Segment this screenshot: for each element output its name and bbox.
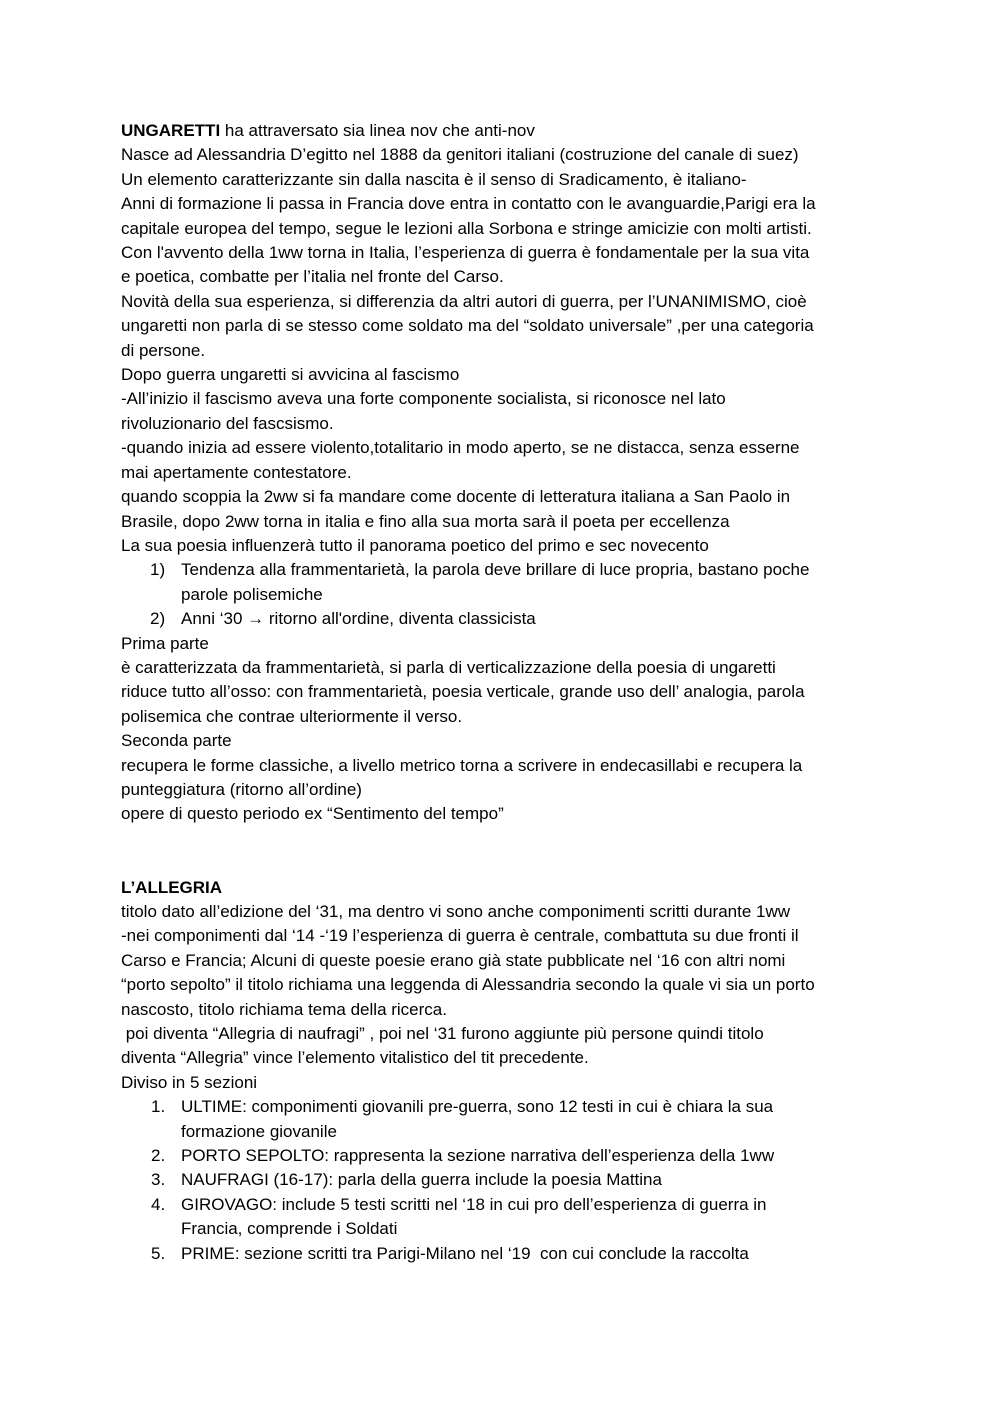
paragraph-line: polisemica che contrae ulteriormente il verso. [121,706,463,726]
paragraph-line: capitale europea del tempo, segue le lezioni alla Sorbona e stringe amicizie con molti artisti. [121,218,812,238]
list-item [121,1193,901,1242]
numbered-list-poetics [121,558,901,631]
paragraph-line: -quando inizia ad essere violento,totalitario in modo aperto, se ne distacca, senza esserne [121,438,800,458]
list-item-text: PRIME: sezione scritti tra Parigi-Milano nel ‘19 con cui conclude la raccolta [181,1243,749,1263]
paragraph-line: Brasile, dopo 2ww torna in italia e fino alla sua morta sarà il poeta per eccellenza [121,511,730,531]
list-item-number: 1. [151,1097,166,1117]
list-item-number: 4. [151,1194,166,1214]
paragraph-line: Novità della sua esperienza, si differenzia da altri autori di guerra, per l’UNANIMISMO, cioè [121,291,807,311]
list-item-number: 3. [151,1170,166,1190]
list-item-number: 1) [150,560,166,580]
section-heading-ungaretti: UNGARETTI [121,121,221,140]
list-item-text: formazione giovanile [181,1121,337,1141]
list-item-text: Anni ‘30 → ritorno all'ordine, diventa classicista [181,609,536,629]
paragraph-line: Seconda parte [121,731,232,751]
list-item-number: 2) [150,609,166,629]
intro-text: ha attraversato sia linea nov che anti-nov [220,121,535,140]
paragraph-line: La sua poesia influenzerà tutto il panorama poetico del primo e sec novecento [121,535,709,555]
list-item-text: Tendenza alla frammentarietà, la parola deve brillare di luce propria, bastano poche [181,560,810,580]
paragraph-line: Nasce ad Alessandria D’egitto nel 1888 da genitori italiani (costruzione del canale di suez) [121,145,799,165]
section-heading-allegria: L’ALLEGRIA [121,877,223,897]
list-item-text: Francia, comprende i Soldati [181,1219,398,1239]
paragraph-line: recupera le forme classiche, a livello metrico torna a scrivere in endecasillabi e recupera la [121,755,803,775]
list-item [121,607,901,631]
paragraph-line: Con l'avvento della 1ww torna in Italia, l’esperienza di guerra è fondamentale per la sua vita [121,243,810,263]
list-item [121,1095,901,1144]
paragraph-line: e poetica, combatte per l’italia nel fronte del Carso. [121,267,504,287]
document-page [121,119,901,1266]
paragraph-line: poi diventa “Allegria di naufragi” , poi nel ‘31 furono aggiunte più persone quindi titolo [121,1024,764,1043]
list-item [121,1168,901,1192]
list-item-number: 5. [151,1243,166,1263]
paragraph-line: ungaretti non parla di se stesso come soldato ma del “soldato universale” ,per una categoria [121,316,814,336]
paragraph-line: Dopo guerra ungaretti si avvicina al fascismo [121,365,460,385]
blank-line [121,851,901,875]
paragraph-line: di persone. [121,340,206,360]
intro-line [121,119,901,143]
paragraph-line: titolo dato all’edizione del ‘31, ma dentro vi sono anche componimenti scritti durante 1ww [121,901,791,921]
blank-line [121,827,901,851]
paragraph-line: rivoluzionario del fascsismo. [121,413,334,433]
paragraph-line: -nei componimenti dal ‘14 -‘19 l’esperienza di guerra è centrale, combattuta su due fronti il [121,926,799,946]
list-item-text: PORTO SEPOLTO: rappresenta la sezione narrativa dell’esperienza della 1ww [181,1146,775,1166]
paragraph-line: è caratterizzata da frammentarietà, si parla di verticalizzazione della poesia di ungaretti [121,657,776,677]
paragraph-line: nascosto, titolo richiama tema della ricerca. [121,999,447,1019]
list-item [121,1242,901,1266]
paragraph-line: opere di questo periodo ex “Sentimento del tempo” [121,804,504,824]
paragraph-line: punteggiatura (ritorno all’ordine) [121,779,362,799]
paragraph-line: -All’inizio il fascismo aveva una forte componente socialista, si riconosce nel lato [121,389,726,409]
paragraph-line: Un elemento caratterizzante sin dalla nascita è il senso di Sradicamento, è italiano- [121,169,747,189]
paragraph-line: Carso e Francia; Alcuni di queste poesie erano già state pubblicate nel ‘16 con altri nomi [121,950,786,970]
paragraph-line: riduce tutto all’osso: con frammentarietà, poesia verticale, grande uso dell’ analogia, parola [121,682,805,702]
paragraph-line: quando scoppia la 2ww si fa mandare come docente di letteratura italiana a San Paolo in [121,487,791,507]
paragraph-line: Diviso in 5 sezioni [121,1072,258,1092]
list-item-text: parole polisemiche [181,584,323,604]
paragraph-line: Anni di formazione li passa in Francia dove entra in contatto con le avanguardie,Parigi era la [121,194,816,214]
paragraph-line: diventa “Allegria” vince l’elemento vitalistico del tit precedente. [121,1048,589,1068]
list-item-text: NAUFRAGI (16-17): parla della guerra include la poesia Mattina [181,1170,662,1190]
paragraph-line: “porto sepolto” il titolo richiama una leggenda di Alessandria secondo la quale vi sia un porto [121,975,815,995]
paragraph-line: Prima parte [121,633,209,653]
list-item [121,558,901,607]
list-item-text: GIROVAGO: include 5 testi scritti nel ‘18 in cui pro dell’esperienza di guerra in [181,1194,767,1214]
paragraph-line: mai apertamente contestatore. [121,462,352,482]
list-item-text: ULTIME: componimenti giovanili pre-guerra, sono 12 testi in cui è chiara la sua [181,1097,774,1117]
numbered-list-sections [121,1095,901,1266]
list-item [121,1144,901,1168]
list-item-number: 2. [151,1146,166,1166]
